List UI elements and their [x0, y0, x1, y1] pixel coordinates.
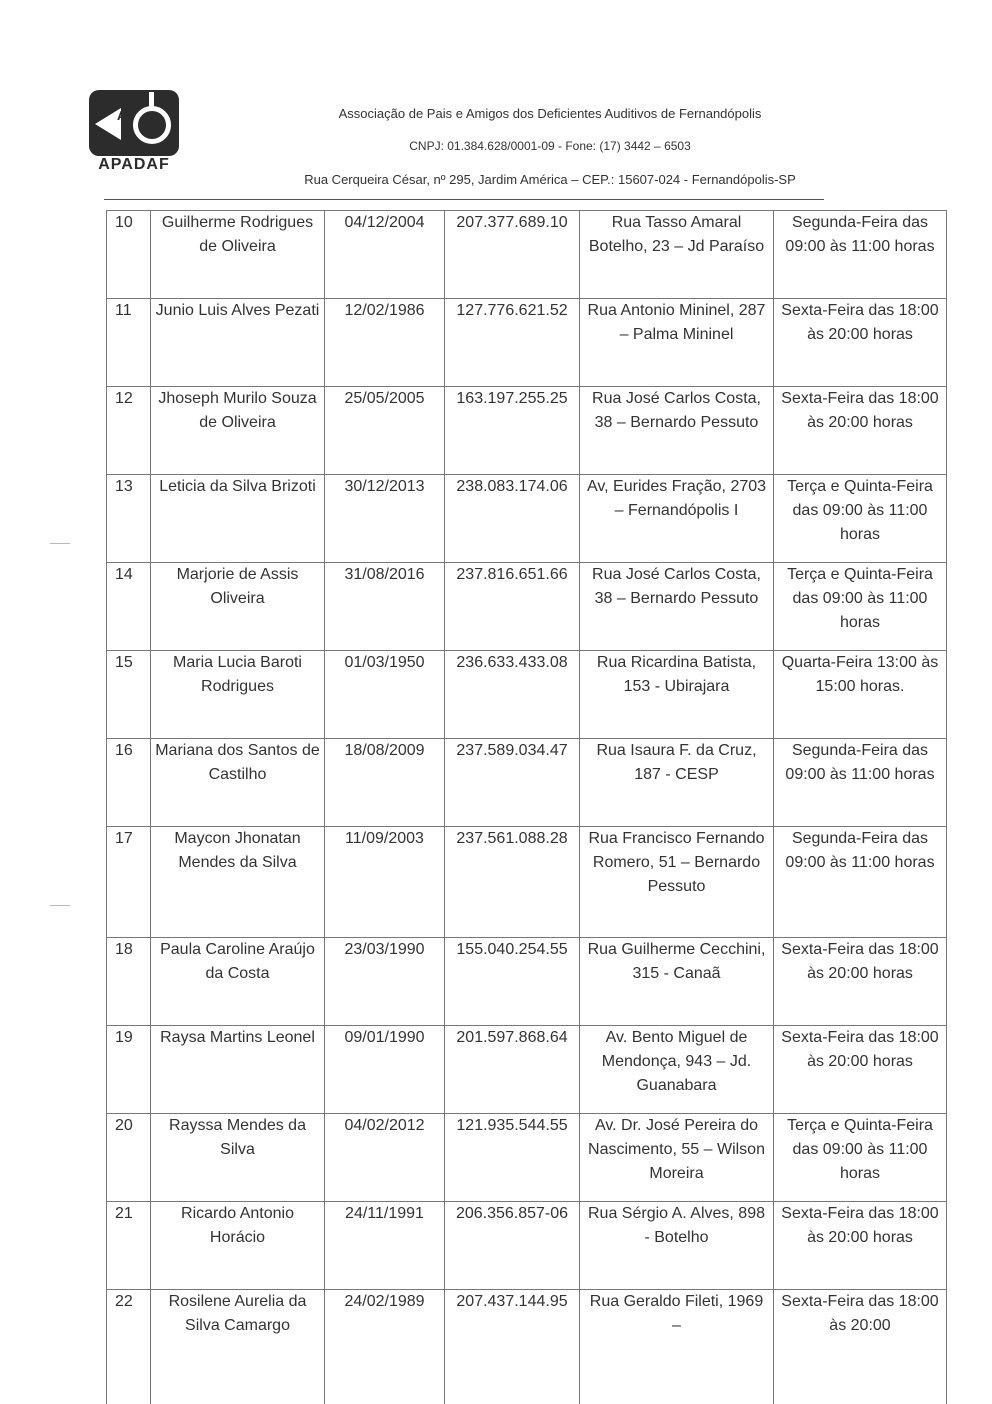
row-number: 19 — [106, 1025, 150, 1113]
cnpj-phone-line: CNPJ: 01.384.628/0001-09 - Fone: (17) 3442 – 6503 — [409, 139, 691, 153]
address-line: Rua Cerqueira César, nº 295, Jardim América – CEP.: 15607-024 - Fernandópolis-SP — [304, 172, 796, 187]
birth-date: 24/11/1991 — [324, 1201, 444, 1289]
birth-date: 12/02/1986 — [324, 298, 444, 386]
student-name: Maria Lucia Baroti Rodrigues — [150, 650, 324, 738]
margin-mark — [50, 543, 70, 544]
row-number: 21 — [106, 1201, 150, 1289]
table-row — [106, 386, 947, 474]
row-number: 15 — [106, 650, 150, 738]
logo-text: APADAF — [98, 156, 170, 173]
document-id: 237.561.088.28 — [444, 826, 579, 937]
student-address: Rua Sérgio A. Alves, 898 - Botelho — [579, 1201, 773, 1289]
document-id: 163.197.255.25 — [444, 386, 579, 474]
row-number: 16 — [106, 738, 150, 826]
table-row — [106, 738, 947, 826]
organization-name: Associação de Pais e Amigos dos Deficientes Auditivos de Fernandópolis — [338, 106, 762, 121]
header-divider — [104, 199, 824, 200]
table-row — [106, 1289, 947, 1404]
document-id: 155.040.254.55 — [444, 937, 579, 1025]
document-id: 206.356.857-06 — [444, 1201, 579, 1289]
document-id: 237.816.651.66 — [444, 562, 579, 650]
row-number: 10 — [106, 210, 150, 298]
logo-letter: A — [117, 108, 127, 123]
student-name: Paula Caroline Araújo da Costa — [150, 937, 324, 1025]
ear-logo-icon — [89, 90, 179, 156]
student-address: Av. Dr. José Pereira do Nascimento, 55 – Wilson Moreira — [579, 1113, 773, 1201]
student-address: Rua Geraldo Fileti, 1969 – — [579, 1289, 773, 1404]
student-name: Jhoseph Murilo Souza de Oliveira — [150, 386, 324, 474]
student-name: Mariana dos Santos de Castilho — [150, 738, 324, 826]
class-schedule: Sexta-Feira das 18:00 às 20:00 horas — [773, 386, 947, 474]
class-schedule: Segunda-Feira das 09:00 às 11:00 horas — [773, 826, 947, 937]
class-schedule: Quarta-Feira 13:00 às 15:00 horas. — [773, 650, 947, 738]
class-schedule: Terça e Quinta-Feira das 09:00 às 11:00 horas — [773, 562, 947, 650]
birth-date: 11/09/2003 — [324, 826, 444, 937]
student-name: Leticia da Silva Brizoti — [150, 474, 324, 562]
row-number: 13 — [106, 474, 150, 562]
row-number: 20 — [106, 1113, 150, 1201]
student-address: Rua Francisco Fernando Romero, 51 – Bernardo Pessuto — [579, 826, 773, 937]
birth-date: 04/12/2004 — [324, 210, 444, 298]
class-schedule: Terça e Quinta-Feira das 09:00 às 11:00 horas — [773, 1113, 947, 1201]
student-address: Rua Isaura F. da Cruz, 187 - CESP — [579, 738, 773, 826]
table-row — [106, 650, 947, 738]
class-schedule: Sexta-Feira das 18:00 às 20:00 horas — [773, 1025, 947, 1113]
student-name: Ricardo Antonio Horácio — [150, 1201, 324, 1289]
apadaf-logo — [86, 90, 182, 176]
student-name: Raysa Martins Leonel — [150, 1025, 324, 1113]
class-schedule: Sexta-Feira das 18:00 às 20:00 horas — [773, 1201, 947, 1289]
student-address: Rua Antonio Mininel, 287 – Palma Mininel — [579, 298, 773, 386]
document-id: 207.437.144.95 — [444, 1289, 579, 1404]
document-id: 238.083.174.06 — [444, 474, 579, 562]
table-row — [106, 1113, 947, 1201]
margin-mark — [50, 905, 70, 906]
row-number: 17 — [106, 826, 150, 937]
document-id: 121.935.544.55 — [444, 1113, 579, 1201]
table-row — [106, 1201, 947, 1289]
student-name: Marjorie de Assis Oliveira — [150, 562, 324, 650]
class-schedule: Terça e Quinta-Feira das 09:00 às 11:00 horas — [773, 474, 947, 562]
birth-date: 18/08/2009 — [324, 738, 444, 826]
document-id: 127.776.621.52 — [444, 298, 579, 386]
class-schedule: Segunda-Feira das 09:00 às 11:00 horas — [773, 738, 947, 826]
student-address: Rua Ricardina Batista, 153 - Ubirajara — [579, 650, 773, 738]
birth-date: 09/01/1990 — [324, 1025, 444, 1113]
student-address: Rua José Carlos Costa, 38 – Bernardo Pessuto — [579, 562, 773, 650]
student-name: Rayssa Mendes da Silva — [150, 1113, 324, 1201]
birth-date: 01/03/1950 — [324, 650, 444, 738]
birth-date: 25/05/2005 — [324, 386, 444, 474]
student-name: Rosilene Aurelia da Silva Camargo — [150, 1289, 324, 1404]
table-row — [106, 474, 947, 562]
birth-date: 23/03/1990 — [324, 937, 444, 1025]
birth-date: 30/12/2013 — [324, 474, 444, 562]
student-address: Rua Guilherme Cecchini, 315 - Canaã — [579, 937, 773, 1025]
class-schedule: Sexta-Feira das 18:00 às 20:00 — [773, 1289, 947, 1404]
document-id: 237.589.034.47 — [444, 738, 579, 826]
student-name: Maycon Jhonatan Mendes da Silva — [150, 826, 324, 937]
row-number: 14 — [106, 562, 150, 650]
table-row — [106, 826, 947, 937]
class-schedule: Sexta-Feira das 18:00 às 20:00 horas — [773, 298, 947, 386]
table-row — [106, 562, 947, 650]
table-row — [106, 210, 947, 298]
row-number: 22 — [106, 1289, 150, 1404]
document-id: 201.597.868.64 — [444, 1025, 579, 1113]
row-number: 11 — [106, 298, 150, 386]
document-id: 207.377.689.10 — [444, 210, 579, 298]
class-schedule: Segunda-Feira das 09:00 às 11:00 horas — [773, 210, 947, 298]
student-name: Guilherme Rodrigues de Oliveira — [150, 210, 324, 298]
table-row — [106, 1025, 947, 1113]
row-number: 18 — [106, 937, 150, 1025]
student-address: Av. Bento Miguel de Mendonça, 943 – Jd. Guanabara — [579, 1025, 773, 1113]
birth-date: 31/08/2016 — [324, 562, 444, 650]
document-id: 236.633.433.08 — [444, 650, 579, 738]
table-row — [106, 937, 947, 1025]
student-name: Junio Luis Alves Pezati — [150, 298, 324, 386]
student-address: Av, Eurides Fração, 2703 – Fernandópolis I — [579, 474, 773, 562]
row-number: 12 — [106, 386, 150, 474]
birth-date: 04/02/2012 — [324, 1113, 444, 1201]
student-address: Rua José Carlos Costa, 38 – Bernardo Pessuto — [579, 386, 773, 474]
birth-date: 24/02/1989 — [324, 1289, 444, 1404]
class-schedule: Sexta-Feira das 18:00 às 20:00 horas — [773, 937, 947, 1025]
student-address: Rua Tasso Amaral Botelho, 23 – Jd Paraíso — [579, 210, 773, 298]
table-row — [106, 298, 947, 386]
